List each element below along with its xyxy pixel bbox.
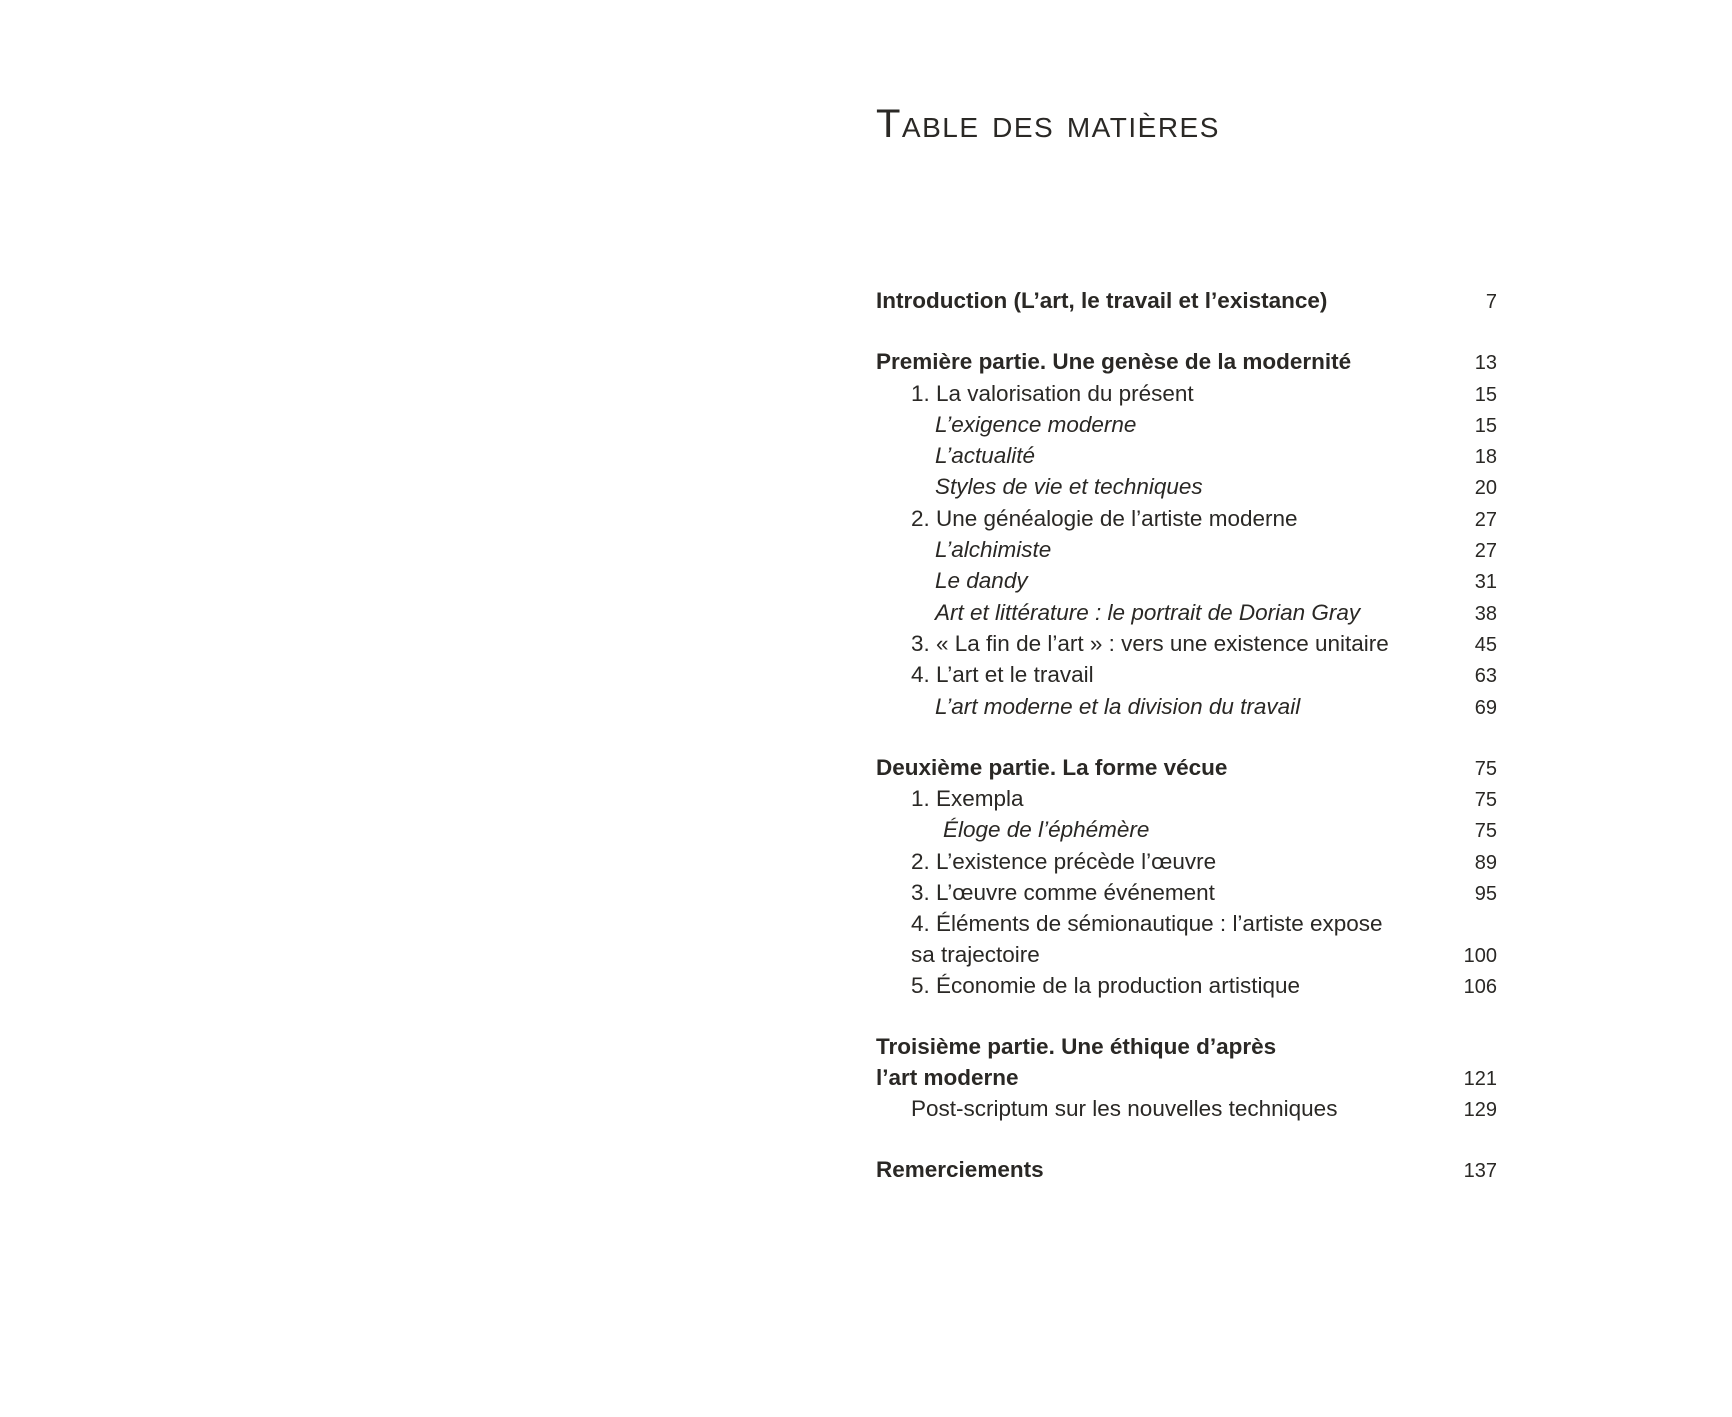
toc-entry	[876, 753, 1497, 784]
toc-entry	[876, 535, 1497, 566]
toc-entry-label: 2. L’existence précède l’œuvre	[911, 848, 1217, 874]
toc-entry-label: Éloge de l’éphémère	[943, 817, 1150, 843]
toc-entry-page: 95	[1474, 883, 1497, 906]
toc-entry	[876, 878, 1497, 909]
toc-entry-label: 4. L’art et le travail	[911, 662, 1094, 688]
toc-entry	[876, 815, 1497, 846]
toc-entry	[876, 909, 1497, 939]
toc-entry-page: 27	[1474, 508, 1497, 531]
toc-entry	[876, 598, 1497, 629]
toc-entry	[876, 347, 1497, 378]
toc-entry-page: 15	[1474, 414, 1497, 437]
toc-entry	[876, 784, 1497, 815]
toc-entry-label: Remerciements	[876, 1157, 1044, 1183]
toc-entry-label: 3. L’œuvre comme événement	[911, 880, 1215, 906]
toc-entry	[876, 286, 1497, 317]
toc-entry	[876, 940, 1497, 971]
toc-entry-page: 7	[1485, 291, 1497, 313]
toc-entry	[876, 441, 1497, 472]
toc-entry-label: 4. Éléments de sémionautique : l’artiste expose	[911, 911, 1383, 937]
toc-entry	[876, 1094, 1497, 1125]
toc-entry-page: 31	[1474, 571, 1497, 594]
toc-entry	[876, 660, 1497, 691]
toc-entry-page: 129	[1463, 1098, 1497, 1121]
toc-entry	[876, 504, 1497, 535]
toc-entry-page: 121	[1463, 1067, 1497, 1090]
toc-entry-label: Première partie. Une genèse de la modernité	[876, 349, 1352, 375]
toc-entry-page: 38	[1474, 602, 1497, 625]
toc-entry-page: 15	[1474, 383, 1497, 406]
toc-entry-label: Post-scriptum sur les nouvelles techniques	[911, 1095, 1338, 1121]
toc-entry-label: L’art moderne et la division du travail	[935, 693, 1301, 719]
toc-entry-label: 2. Une généalogie de l’artiste moderne	[911, 505, 1298, 531]
toc-entry	[876, 1063, 1497, 1094]
toc-entry-label: 3. « La fin de l’art » : vers une existence unitaire	[911, 630, 1389, 656]
toc-entry-label: 5. Économie de la production artistique	[911, 972, 1300, 998]
toc-entry-label: 1. Exempla	[911, 786, 1024, 812]
toc-entry-page: 75	[1474, 789, 1497, 812]
toc-entry-label: Art et littérature : le portrait de Dorian Gray	[935, 599, 1361, 625]
toc-entry	[876, 971, 1497, 1002]
toc-entry-page: 106	[1463, 975, 1497, 998]
toc-entry-page: 75	[1474, 757, 1497, 780]
toc-entry	[876, 1155, 1497, 1186]
toc-entry	[876, 410, 1497, 441]
toc-entry-label: sa trajectoire	[911, 941, 1040, 967]
toc-entry-page: 75	[1474, 820, 1497, 843]
toc-list	[876, 286, 1497, 1186]
toc-entry-page: 100	[1463, 944, 1497, 967]
toc-entry	[876, 692, 1497, 723]
toc-entry-label: Troisième partie. Une éthique d’après	[876, 1034, 1277, 1060]
toc-entry-page: 63	[1474, 665, 1497, 688]
toc-entry-page: 13	[1474, 352, 1497, 375]
toc-entry-label: Le dandy	[935, 568, 1028, 594]
toc-entry-page: 137	[1463, 1160, 1497, 1183]
toc-entry	[876, 629, 1497, 660]
toc-entry	[876, 1032, 1497, 1062]
toc-entry-label: l’art moderne	[876, 1064, 1019, 1090]
toc-entry	[876, 566, 1497, 597]
toc-entry-label: Introduction (L’art, le travail et l’existance)	[876, 288, 1328, 313]
toc-entry-label: L’exigence moderne	[935, 411, 1137, 437]
toc-entry-page: 20	[1474, 477, 1497, 500]
toc-entry-label: L’alchimiste	[935, 537, 1052, 563]
toc-entry-page: 18	[1474, 446, 1497, 469]
toc-entry-label: 1. La valorisation du présent	[911, 380, 1194, 406]
toc-entry-page: 89	[1474, 851, 1497, 874]
toc-entry-label: Styles de vie et techniques	[935, 474, 1203, 500]
page-title: Table des matières	[876, 102, 1220, 146]
toc-entry-label: Deuxième partie. La forme vécue	[876, 754, 1228, 780]
book-page	[876, 98, 1497, 1186]
toc-entry-page: 27	[1474, 540, 1497, 563]
toc-entry	[876, 472, 1497, 503]
toc-entry-label: L’actualité	[935, 443, 1036, 469]
toc-entry-page: 69	[1474, 696, 1497, 719]
toc-entry	[876, 379, 1497, 410]
toc-entry	[876, 847, 1497, 878]
toc-entry-page: 45	[1474, 633, 1497, 656]
